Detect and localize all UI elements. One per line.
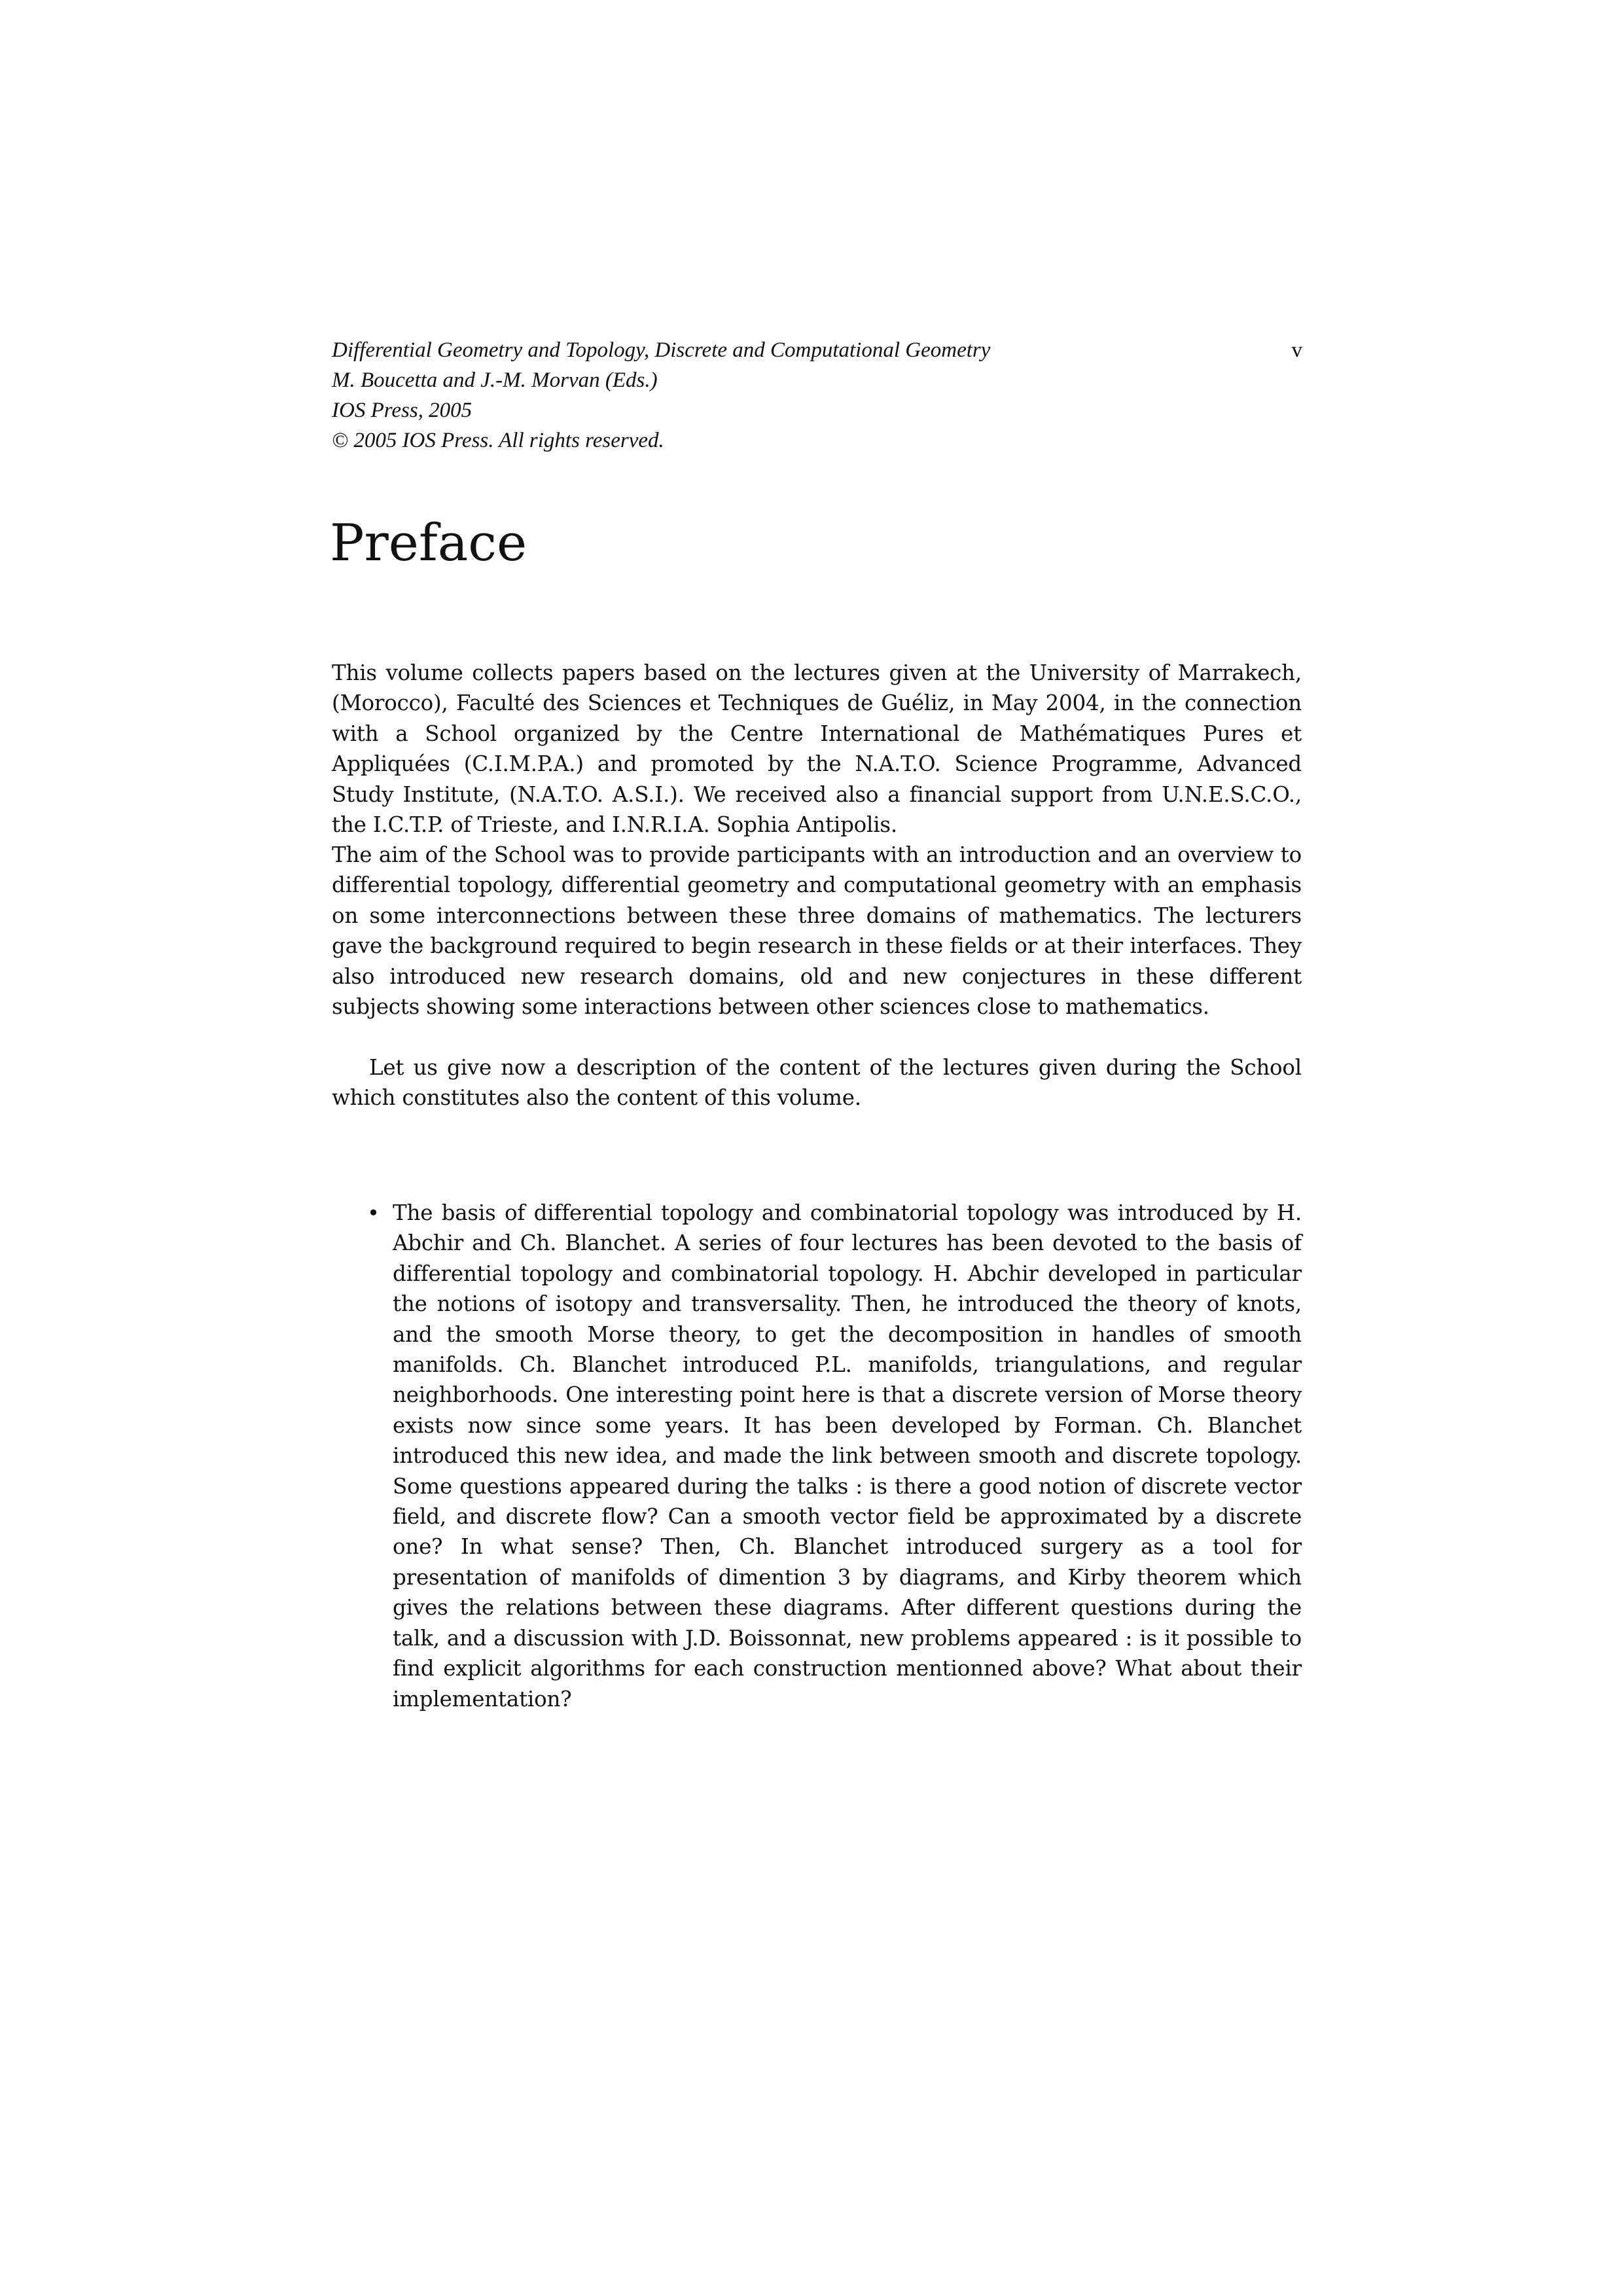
copyright-line: © 2005 IOS Press. All rights reserved.	[332, 429, 664, 452]
paragraph-aim	[332, 840, 1302, 1022]
book-title-line: Differential Geometry and Topology, Discrete and Computational Geometry	[332, 338, 991, 362]
bullet-icon: •	[367, 1200, 380, 1225]
paragraph-text: Let us give now a description of the content of the lectures given during the School which constitutes also the content of this volume.	[332, 1055, 1302, 1111]
editors-line: M. Boucetta and J.-M. Morvan (Eds.)	[332, 368, 658, 392]
list-item-text: The basis of differential topology and combinatorial topology was introduced by H. Abchir and Ch. Blanchet. A series of four lectures has been devoted to the basis of differential topology and combinatorial topology. H. Abchir developed in particular the notions of isotopy and transversality. Then, he introduced the theory of knots, and the smooth Morse theory, to get the decomposition in handles of smooth manifolds. Ch. Blanchet introduced P.L. manifolds, triangulations, and regular neighborhoods. One interesting point here is that a discrete version of Morse theory exists now since some years. It has been developed by Forman. Ch. Blanchet introduced this new idea, and made the link between smooth and discrete topology. Some questions appeared during the talks : is there a good notion of discrete vector field, and discrete flow? Can a smooth vector field be approximated by a discrete one? In what sense? Then, Ch. Blanchet introduced surgery as a tool for presentation of manifolds of dimention 3 by diagrams, and Kirby theorem which gives the relations between these diagrams. After different questions during the talk, and a discussion with J.D. Boissonnat, new problems appeared : is it possible to find explicit algorithms for each construction mentionned above? What about their implementation?	[393, 1200, 1302, 1712]
paragraph-text: The aim of the School was to provide participants with an introduction and an overview to differential topology, differential geometry and computational geometry with an emphasis on some interconnections between these three domains of mathematics. The lecturers gave the background required to begin research in these fields or at their interfaces. They also introduced new research domains, old and new conjectures in these different subjects showing some interactions between other sciences close to mathematics.	[332, 842, 1302, 1020]
lecture-list	[332, 1198, 1302, 1714]
page-title: Preface	[330, 514, 527, 573]
page-number: v	[1291, 338, 1302, 362]
list-item	[332, 1198, 1302, 1714]
running-head	[332, 335, 1302, 456]
paragraph-content-description	[332, 1052, 1302, 1113]
paragraph-intro	[332, 658, 1302, 840]
paragraph-text: This volume collects papers based on the lectures given at the University of Marrakech, (Morocco), Faculté des Sciences et Techniques de Guéliz, in May 2004, in the connection with a School organized by the Centre International de Mathématiques Pures et Appliquées (C.I.M.P.A.) and promoted by the N.A.T.O. Science Programme, Advanced Study Institute, (N.A.T.O. A.S.I.). We received also a financial support from U.N.E.S.C.O., the I.C.T.P. of Trieste, and I.N.R.I.A. Sophia Antipolis.	[332, 660, 1302, 838]
publisher-line: IOS Press, 2005	[332, 399, 473, 422]
